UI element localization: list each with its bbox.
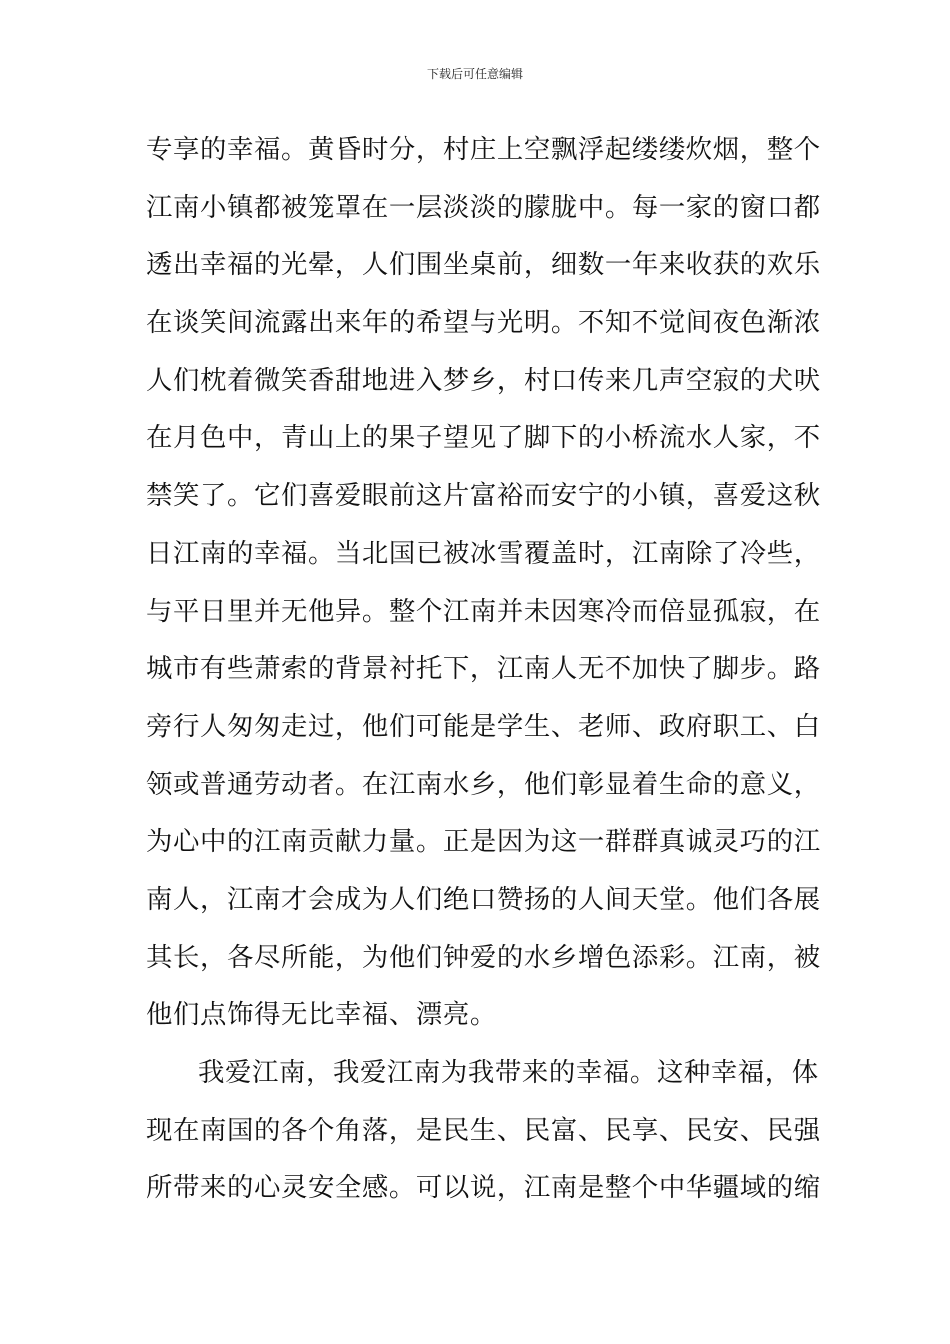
text-line: 城市有些萧索的背景衬托下，江南人无不加快了脚步。路	[146, 653, 821, 685]
text-line: 他们点饰得无比幸福、漂亮。	[146, 999, 497, 1031]
text-line: 禁笑了。它们喜爱眼前这片富裕而安宁的小镇，喜爱这秋	[146, 480, 821, 512]
text-line: 透出幸福的光晕，人们围坐桌前，细数一年来收获的欢乐	[146, 249, 821, 281]
text-line: 在月色中，青山上的果子望见了脚下的小桥流水人家，不	[146, 422, 821, 454]
text-line: 为心中的江南贡献力量。正是因为这一群群真诚灵巧的江	[146, 826, 821, 858]
text-line: 江南小镇都被笼罩在一层淡淡的朦胧中。每一家的窗口都	[146, 191, 821, 223]
text-line: 专享的幸福。黄昏时分，村庄上空飘浮起缕缕炊烟，整个	[146, 134, 821, 165]
text-line: 其长，各尽所能，为他们钟爱的水乡增色添彩。江南，被	[146, 941, 821, 973]
text-line: 所带来的心灵安全感。可以说，江南是整个中华疆域的缩	[146, 1172, 821, 1204]
body-text	[146, 130, 821, 1226]
text-line: 领或普通劳动者。在江南水乡，他们彰显着生命的意义，	[146, 768, 821, 800]
page-header: 下载后可任意编辑	[426, 67, 523, 81]
paragraph-first-line: 我爱江南，我爱江南为我带来的幸福。这种幸福，体	[198, 1057, 819, 1088]
text-line: 人们枕着微笑香甜地进入梦乡，村口传来几声空寂的犬吠	[146, 364, 821, 396]
text-line: 旁行人匆匆走过，他们可能是学生、老师、政府职工、白	[146, 710, 821, 742]
text-line: 与平日里并无他异。整个江南并未因寒冷而倍显孤寂，在	[146, 595, 821, 627]
text-line: 日江南的幸福。当北国已被冰雪覆盖时，江南除了冷些，	[146, 537, 821, 569]
text-line: 现在南国的各个角落，是民生、民富、民享、民安、民强	[146, 1114, 821, 1146]
text-line: 南人，江南才会成为人们绝口赞扬的人间天堂。他们各展	[146, 883, 821, 915]
text-line: 在谈笑间流露出来年的希望与光明。不知不觉间夜色渐浓	[146, 307, 821, 339]
